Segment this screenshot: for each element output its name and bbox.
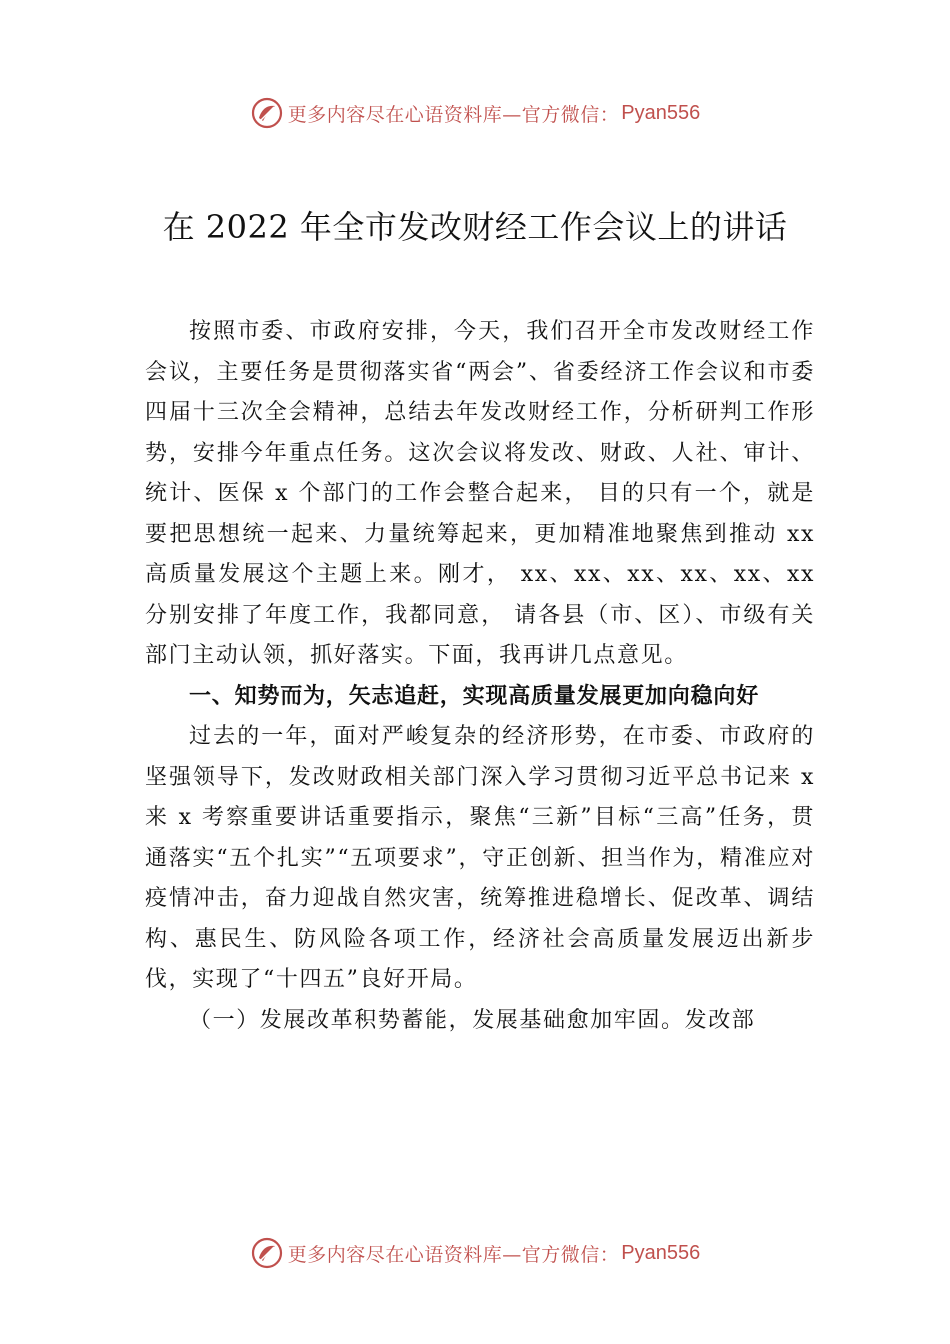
banner-text: 更多内容尽在心语资料库—官方微信： — [287, 1243, 620, 1266]
body-paragraph: （一）发展改革积势蓄能，发展基础愈加牢固。发改部 — [189, 1007, 756, 1033]
document-body — [145, 312, 815, 1041]
footer-watermark-banner — [0, 1233, 950, 1273]
brand-logo-icon — [250, 1236, 284, 1270]
section-heading: 一、知势而为，矢志追赶，实现高质量发展更加向稳向好 — [189, 683, 760, 709]
header-watermark-banner — [0, 93, 950, 133]
banner-text: 更多内容尽在心语资料库—官方微信： — [287, 103, 620, 126]
body-paragraph: 按照市委、市政府安排，今天，我们召开全市发改财经工作会议，主要任务是贯彻落实省“两会”、省委经济工作会议和市委四届十三次全会精神，总结去年发改财经工作，分析研判工作形势，安排今年重点任务。这次会议将发改、财政、人社、审计、统计、医保 x 个部门的工作会整合起来， 目的只有一个，就是要把思想统一起来、力量统筹起来，更加精准地聚焦到推动 xx 高质量发展这个主题上来。刚才， xx、xx、xx、xx、xx、xx 分别安排了年度工作，我都同意， 请各县（市、区）、市级有关部门主动认领，抓好落实。下面，我再讲几点意见。 — [145, 319, 815, 668]
wechat-id: Pyan556 — [621, 101, 701, 124]
body-paragraph: 过去的一年，面对严峻复杂的经济形势，在市委、市政府的坚强领导下，发改财政相关部门深入学习贯彻习近平总书记来 x 来 x 考察重要讲话重要指示，聚焦“三新”目标“三高”任务，贯通落实“五个扎实”“五项要求”，守正创新、担当作为，精准应对疫情冲击，奋力迎战自然灾害，统筹推进稳增长、促改革、调结构、惠民生、防风险各项工作，经济社会高质量发展迈出新步伐，实现了“十四五”良好开局。 — [145, 724, 815, 992]
brand-logo-icon — [250, 96, 284, 130]
document-title: 在 2022 年全市发改财经工作会议上的讲话 — [162, 208, 788, 246]
wechat-id: Pyan556 — [621, 1241, 701, 1264]
